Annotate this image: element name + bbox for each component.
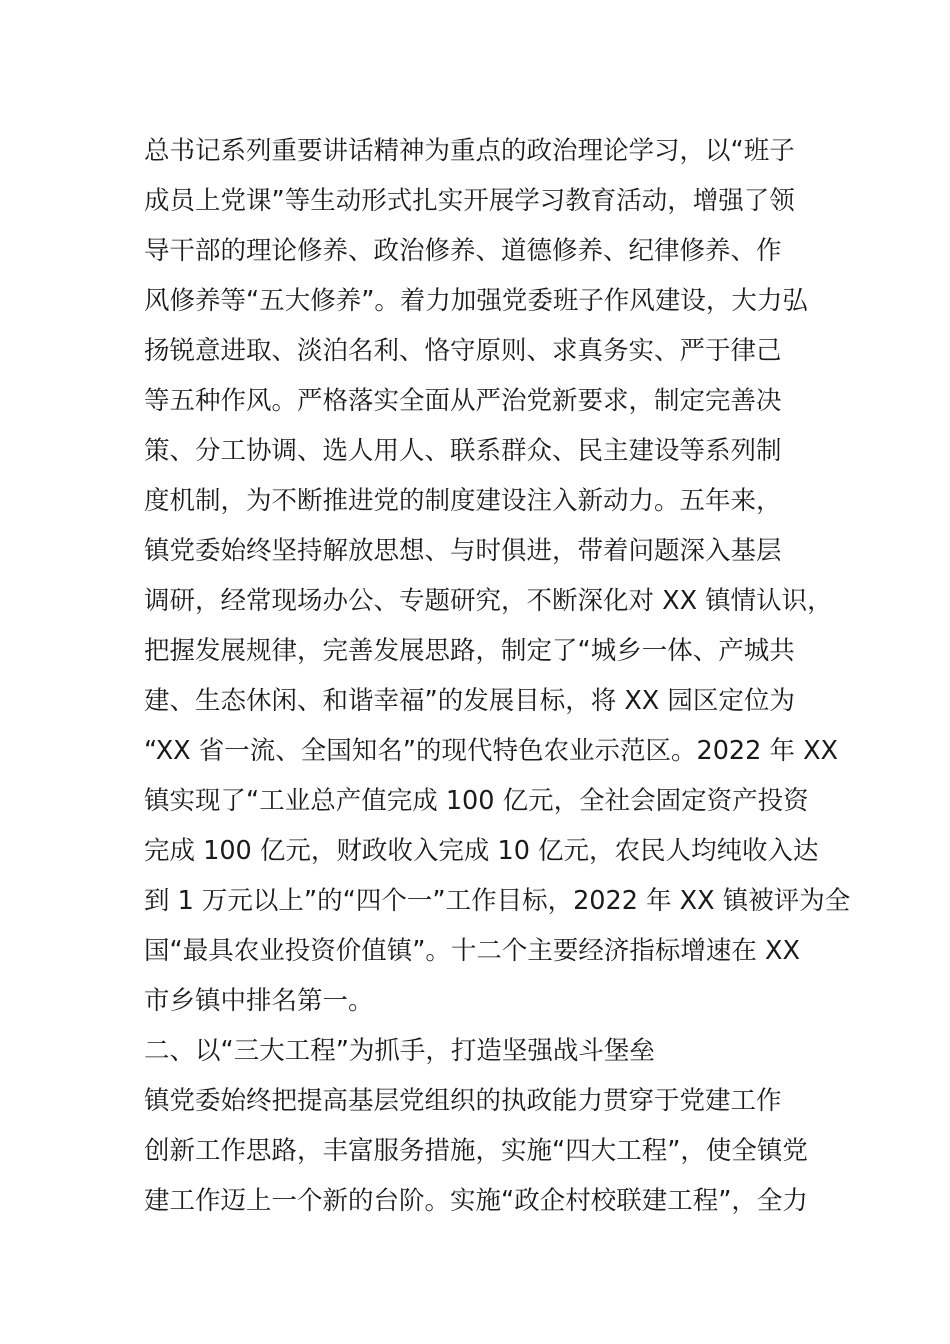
text-line: “XX 省一流、全国知名”的现代特色农业示范区。2022 年 XX [144, 736, 839, 766]
text-line: 度机制，为不断推进党的制度建设注入新动力。五年来， [144, 486, 782, 516]
text-line: 导干部的理论修养、政治修养、道德修养、纪律修养、作 [144, 236, 782, 266]
text-line: 扬锐意进取、淡泊名利、恪守原则、求真务实、严于律己 [144, 336, 782, 366]
text-line: 市乡镇中排名第一。 [144, 986, 374, 1016]
text-line: 完成 100 亿元，财政收入完成 10 亿元，农民人均纯收入达 [144, 836, 819, 866]
text-line: 建工作迈上一个新的台阶。实施“政企村校联建工程”，全力 [144, 1186, 808, 1216]
text-line: 风修养等“五大修养”。着力加强党委班子作风建设，大力弘 [144, 286, 808, 316]
section-heading: 二、以“三大工程”为抓手，打造坚强战斗堡垒 [144, 1036, 655, 1066]
text-line: 到 1 万元以上”的“四个一”工作目标，2022 年 XX 镇被评为全 [144, 886, 851, 916]
text-line: 镇党委始终把提高基层党组织的执政能力贯穿于党建工作 [144, 1086, 782, 1116]
text-line: 镇实现了“工业总产值完成 100 亿元，全社会固定资产投资 [144, 786, 809, 816]
text-line: 创新工作思路，丰富服务措施，实施“四大工程”，使全镇党 [144, 1136, 808, 1166]
text-line: 把握发展规律，完善发展思路，制定了“城乡一体、产城共 [144, 636, 795, 666]
text-line: 建、生态休闲、和谐幸福”的发展目标，将 XX 园区定位为 [144, 686, 795, 716]
text-line: 策、分工协调、选人用人、联系群众、民主建设等系列制 [144, 436, 782, 466]
text-line: 总书记系列重要讲话精神为重点的政治理论学习，以“班子 [144, 136, 795, 166]
body-text [144, 126, 851, 1226]
text-line: 调研，经常现场办公、专题研究，不断深化对 XX 镇情认识， [144, 586, 833, 616]
text-line: 镇党委始终坚持解放思想、与时俱进，带着问题深入基层 [144, 536, 782, 566]
text-line: 等五种作风。严格落实全面从严治党新要求，制定完善决 [144, 386, 782, 416]
text-line: 国“最具农业投资价值镇”。十二个主要经济指标增速在 XX [144, 936, 800, 966]
text-line: 成员上党课”等生动形式扎实开展学习教育活动，增强了领 [144, 186, 795, 216]
